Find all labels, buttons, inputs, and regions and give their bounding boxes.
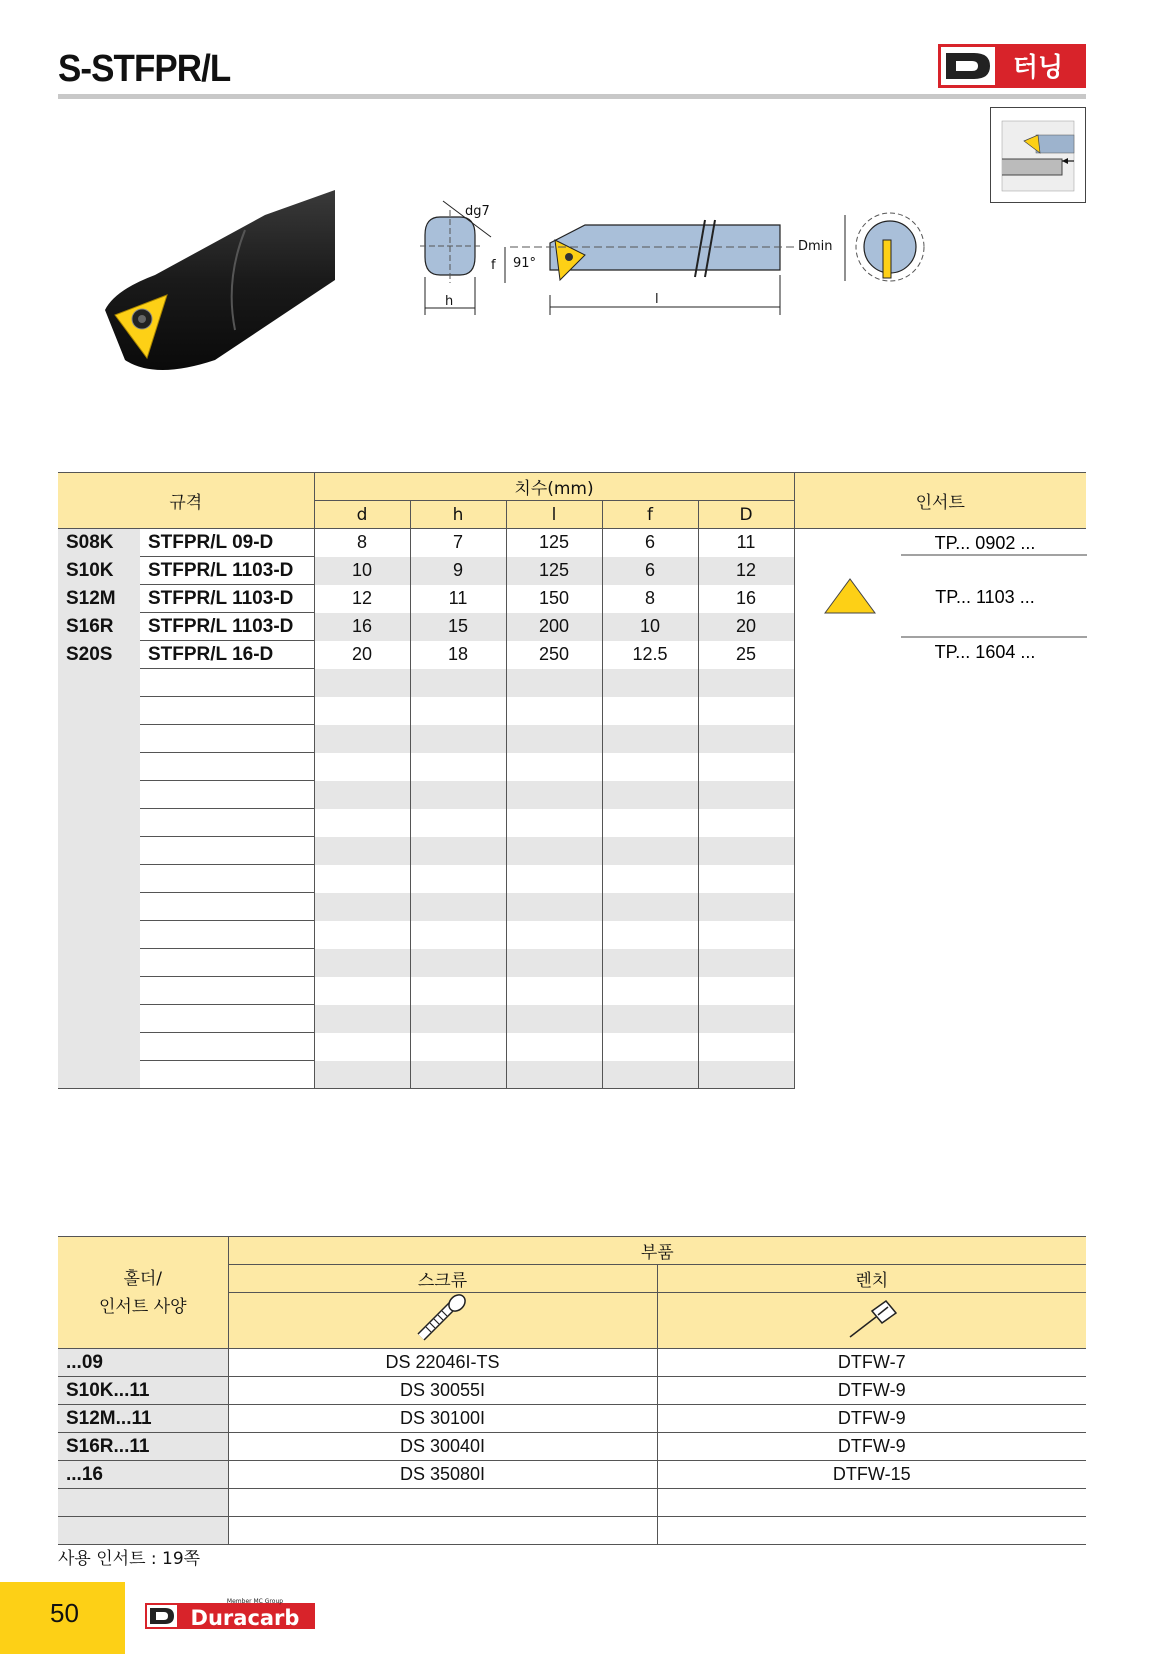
spec-value-h: 11 (410, 585, 506, 613)
spec-value-D (698, 865, 794, 893)
spec-value-d: 10 (314, 557, 410, 585)
spec-value-f (602, 865, 698, 893)
footer-logo-text: Duracarb (190, 1606, 300, 1630)
spec-value-f: 8 (602, 585, 698, 613)
spec-value-f: 10 (602, 613, 698, 641)
spec-code (58, 1033, 140, 1061)
spec-code (58, 1061, 140, 1089)
spec-value-l (506, 837, 602, 865)
spec-value-D (698, 1005, 794, 1033)
col-header-insert: 인서트 (794, 473, 1086, 529)
spec-model (140, 837, 314, 865)
parts-holder (58, 1517, 228, 1545)
spec-value-d (314, 865, 410, 893)
spec-value-d (314, 837, 410, 865)
col-header-D: D (698, 501, 794, 529)
spec-value-f (602, 809, 698, 837)
dimension-drawing (415, 195, 1025, 330)
spec-code (58, 809, 140, 837)
spec-value-l: 125 (506, 529, 602, 557)
spec-value-l: 200 (506, 613, 602, 641)
spec-value-D (698, 809, 794, 837)
screw-icon-cell (228, 1293, 657, 1349)
spec-value-l (506, 865, 602, 893)
spec-value-D: 25 (698, 641, 794, 669)
brand-logo (938, 44, 1086, 88)
parts-wrench (657, 1489, 1086, 1517)
spec-value-d (314, 1061, 410, 1089)
col-header-h: h (410, 501, 506, 529)
tool-holder-photo (95, 190, 335, 380)
spec-value-d (314, 977, 410, 1005)
duracarb-logo (145, 1597, 315, 1631)
parts-screw: DS 30040I (228, 1433, 657, 1461)
parts-screw: DS 30055I (228, 1377, 657, 1405)
spec-model (140, 1061, 314, 1089)
footer-logo-subtext: Member MC Group (226, 1598, 284, 1605)
spec-model (140, 697, 314, 725)
spec-value-l: 150 (506, 585, 602, 613)
spec-value-h (410, 697, 506, 725)
parts-holder: S10K...11 (58, 1377, 228, 1405)
spec-value-D (698, 893, 794, 921)
spec-value-d (314, 725, 410, 753)
spec-code (58, 669, 140, 697)
spec-model (140, 669, 314, 697)
spec-value-d (314, 893, 410, 921)
spec-value-l (506, 669, 602, 697)
spec-code: S12M (58, 585, 140, 613)
col-header-spec: 규격 (58, 473, 314, 529)
spec-value-h (410, 921, 506, 949)
spec-code (58, 921, 140, 949)
spec-value-D: 12 (698, 557, 794, 585)
spec-value-f: 6 (602, 529, 698, 557)
spec-table (58, 472, 1086, 1089)
spec-value-h (410, 753, 506, 781)
spec-value-D (698, 669, 794, 697)
spec-value-D (698, 1061, 794, 1089)
spec-value-l (506, 1061, 602, 1089)
col-header-dims: 치수(mm) (314, 473, 794, 501)
page-number: 50 (50, 1598, 79, 1628)
col-header-parts: 부품 (228, 1237, 1086, 1265)
label-h: h (445, 294, 454, 309)
spec-code (58, 893, 140, 921)
col-header-screw: 스크류 (228, 1265, 657, 1293)
spec-value-D (698, 977, 794, 1005)
spec-code (58, 753, 140, 781)
spec-code (58, 1005, 140, 1033)
spec-value-f: 12.5 (602, 641, 698, 669)
parts-row (58, 1405, 1086, 1433)
parts-wrench: DTFW-15 (657, 1461, 1086, 1489)
spec-value-d: 16 (314, 613, 410, 641)
label-f: f (491, 258, 496, 273)
spec-value-D: 11 (698, 529, 794, 557)
spec-code (58, 949, 140, 977)
spec-value-l (506, 697, 602, 725)
spec-value-h (410, 809, 506, 837)
parts-row (58, 1461, 1086, 1489)
spec-model: STFPR/L 1103-D (140, 613, 314, 641)
spec-value-l (506, 921, 602, 949)
spec-value-d: 8 (314, 529, 410, 557)
spec-value-d (314, 809, 410, 837)
spec-value-D: 20 (698, 613, 794, 641)
spec-code (58, 837, 140, 865)
wrench-icon-cell (657, 1293, 1086, 1349)
spec-model (140, 781, 314, 809)
spec-value-d (314, 1033, 410, 1061)
parts-row (58, 1349, 1086, 1377)
spec-value-f (602, 1005, 698, 1033)
spec-code: S20S (58, 641, 140, 669)
parts-screw (228, 1489, 657, 1517)
spec-model (140, 865, 314, 893)
label-dg7: dg7 (465, 204, 490, 219)
spec-value-D (698, 837, 794, 865)
spec-code (58, 725, 140, 753)
spec-value-f: 6 (602, 557, 698, 585)
spec-value-h: 9 (410, 557, 506, 585)
parts-row (58, 1517, 1086, 1545)
spec-value-h (410, 1005, 506, 1033)
spec-value-h: 7 (410, 529, 506, 557)
col-header-wrench: 렌치 (657, 1265, 1086, 1293)
spec-value-d (314, 753, 410, 781)
spec-value-d: 12 (314, 585, 410, 613)
spec-value-f (602, 977, 698, 1005)
spec-value-h (410, 781, 506, 809)
spec-model (140, 1005, 314, 1033)
parts-holder: ...09 (58, 1349, 228, 1377)
usage-note: 사용 인서트 : 19쪽 (58, 1549, 201, 1569)
spec-value-D (698, 725, 794, 753)
spec-code: S10K (58, 557, 140, 585)
spec-value-l: 250 (506, 641, 602, 669)
parts-row (58, 1433, 1086, 1461)
spec-model: STFPR/L 16-D (140, 641, 314, 669)
spec-value-h (410, 725, 506, 753)
parts-holder (58, 1489, 228, 1517)
parts-table (58, 1236, 1086, 1545)
spec-value-f (602, 837, 698, 865)
wrench-icon (842, 1293, 902, 1343)
spec-value-D (698, 753, 794, 781)
spec-value-l (506, 753, 602, 781)
parts-holder: S16R...11 (58, 1433, 228, 1461)
spec-code (58, 781, 140, 809)
spec-value-l (506, 893, 602, 921)
parts-screw: DS 22046I-TS (228, 1349, 657, 1377)
spec-value-h (410, 949, 506, 977)
spec-value-h (410, 1033, 506, 1061)
insert-triangle-icon (795, 529, 1087, 669)
spec-value-f (602, 669, 698, 697)
spec-value-l (506, 949, 602, 977)
col-header-holder: 홀더/ 인서트 사양 (58, 1237, 228, 1349)
spec-model (140, 1033, 314, 1061)
screw-icon (413, 1293, 473, 1343)
spec-row (58, 529, 1086, 557)
spec-value-l (506, 725, 602, 753)
spec-code (58, 697, 140, 725)
spec-value-h (410, 893, 506, 921)
spec-value-h (410, 865, 506, 893)
spec-value-l (506, 809, 602, 837)
spec-value-d (314, 781, 410, 809)
label-l: l (655, 292, 659, 307)
parts-row (58, 1377, 1086, 1405)
parts-wrench: DTFW-7 (657, 1349, 1086, 1377)
parts-wrench: DTFW-9 (657, 1433, 1086, 1461)
brand-logo-text: 터닝 (1012, 53, 1064, 83)
spec-value-h: 15 (410, 613, 506, 641)
insert-label: TP... 1604 ... (934, 642, 1035, 662)
insert-label: TP... 1103 ... (934, 587, 1035, 607)
col-header-f: f (602, 501, 698, 529)
spec-value-D (698, 781, 794, 809)
spec-value-f (602, 893, 698, 921)
spec-value-h (410, 1061, 506, 1089)
insert-cell (794, 529, 1086, 1089)
spec-model: STFPR/L 1103-D (140, 585, 314, 613)
parts-wrench: DTFW-9 (657, 1377, 1086, 1405)
page-title: S-STFPR/L (58, 48, 231, 90)
spec-value-f (602, 921, 698, 949)
spec-code (58, 977, 140, 1005)
parts-wrench (657, 1517, 1086, 1545)
spec-value-D (698, 697, 794, 725)
spec-value-f (602, 1061, 698, 1089)
insert-label: TP... 0902 ... (934, 533, 1035, 553)
parts-row (58, 1489, 1086, 1517)
title-rule (58, 94, 1086, 99)
spec-value-l: 125 (506, 557, 602, 585)
spec-value-D: 16 (698, 585, 794, 613)
parts-wrench: DTFW-9 (657, 1405, 1086, 1433)
spec-model (140, 977, 314, 1005)
spec-value-h (410, 977, 506, 1005)
spec-code (58, 865, 140, 893)
spec-value-l (506, 1005, 602, 1033)
label-dmin: Dmin (798, 239, 833, 254)
spec-value-h (410, 669, 506, 697)
spec-value-h: 18 (410, 641, 506, 669)
spec-model (140, 725, 314, 753)
spec-value-d (314, 697, 410, 725)
spec-model (140, 753, 314, 781)
label-angle: 91° (513, 256, 537, 271)
spec-model (140, 949, 314, 977)
boring-application-icon (990, 107, 1086, 203)
col-header-l: l (506, 501, 602, 529)
spec-value-l (506, 1033, 602, 1061)
parts-holder: S12M...11 (58, 1405, 228, 1433)
col-header-d: d (314, 501, 410, 529)
spec-value-f (602, 725, 698, 753)
spec-model: STFPR/L 09-D (140, 529, 314, 557)
spec-value-f (602, 697, 698, 725)
parts-screw: DS 35080I (228, 1461, 657, 1489)
spec-value-f (602, 949, 698, 977)
spec-value-D (698, 921, 794, 949)
spec-value-d (314, 1005, 410, 1033)
spec-value-d (314, 949, 410, 977)
spec-value-f (602, 1033, 698, 1061)
spec-value-l (506, 977, 602, 1005)
spec-value-D (698, 949, 794, 977)
spec-value-D (698, 1033, 794, 1061)
spec-value-d (314, 669, 410, 697)
spec-code: S08K (58, 529, 140, 557)
spec-value-f (602, 781, 698, 809)
spec-value-l (506, 781, 602, 809)
spec-value-d (314, 921, 410, 949)
parts-holder: ...16 (58, 1461, 228, 1489)
parts-screw: DS 30100I (228, 1405, 657, 1433)
spec-model (140, 893, 314, 921)
parts-screw (228, 1517, 657, 1545)
spec-value-f (602, 753, 698, 781)
spec-model: STFPR/L 1103-D (140, 557, 314, 585)
spec-code: S16R (58, 613, 140, 641)
spec-model (140, 809, 314, 837)
spec-value-h (410, 837, 506, 865)
spec-value-d: 20 (314, 641, 410, 669)
spec-model (140, 921, 314, 949)
